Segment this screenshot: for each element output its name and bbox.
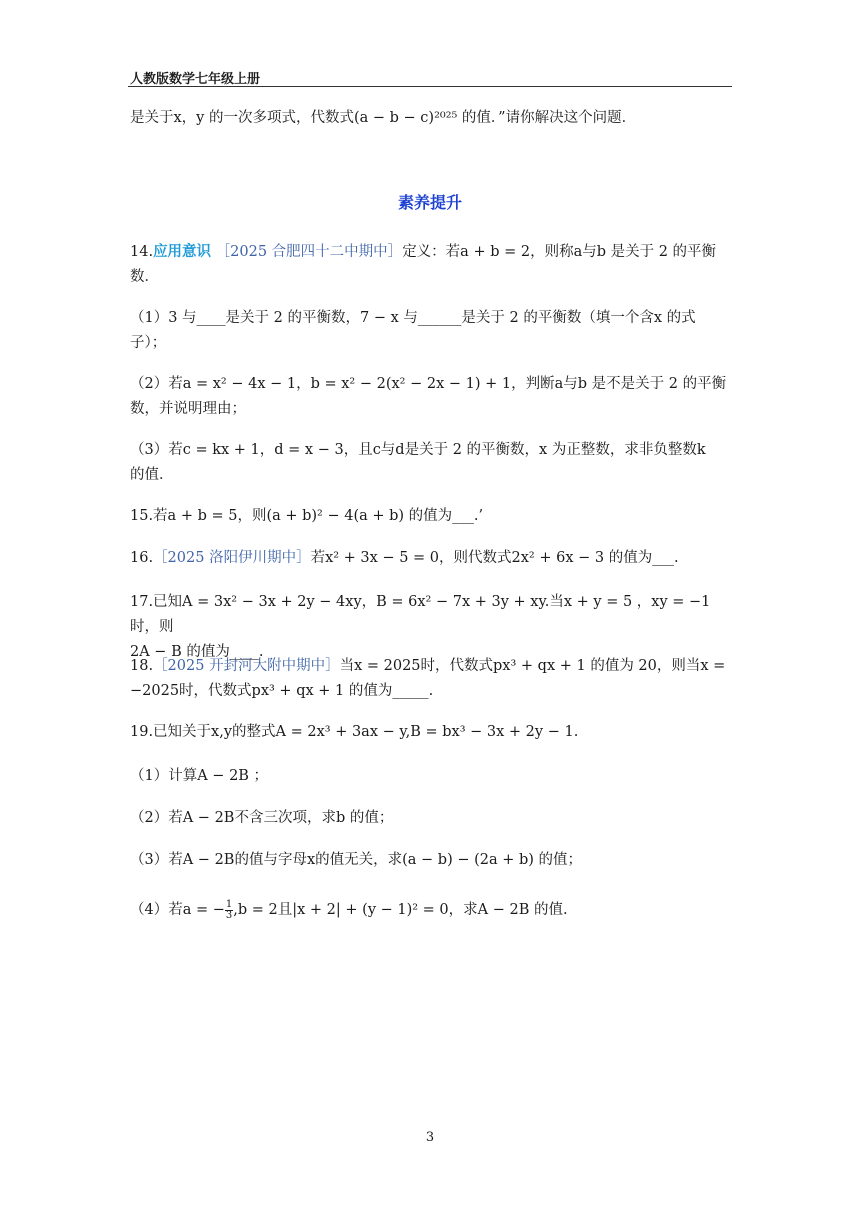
question-14-part-1-line-2: 子）； [130, 335, 167, 351]
page-header-title: 人教版数学七年级上册 [130, 72, 261, 87]
question-19-part-3: （3）若A − 2B的值与字母x的值无关，求(a − b) − (2a + b) 的值； [130, 852, 583, 868]
question-14-tag: 应用意识 [153, 244, 212, 260]
question-19-part-4 [130, 898, 732, 923]
question-18-line-2: −2025时，代数式px³ + qx + 1 的值为_____. [130, 683, 434, 699]
question-19-stem: 19.已知关于x,y的整式A = 2x³ + 3ax − y,B = bx³ − 3x + 2y − 1. [130, 724, 579, 740]
fraction-denominator: 3 [225, 909, 233, 921]
fraction-numerator: 1 [225, 898, 233, 910]
fraction-one-third [225, 900, 233, 921]
page-number: 3 [425, 1130, 435, 1145]
question-18-source: ［2025 开封河大附中期中］ [153, 658, 340, 674]
question-14 [130, 240, 732, 290]
question-16-source: ［2025 洛阳伊川期中］ [153, 550, 311, 566]
question-19-part-4-suffix: ,b = 2且|x + 2| + (y − 1)² = 0，求A − 2B 的值. [233, 902, 568, 918]
question-15: 15.若a + b = 5，则(a + b)² − 4(a + b) 的值为___.’ [130, 508, 484, 524]
question-18-number: 18. [130, 658, 154, 674]
question-14-number: 14. [130, 244, 154, 260]
question-14-stem-cont: 数． [130, 269, 159, 285]
continued-text-line: 是关于x，y 的一次多项式，代数式(a − b − c)²⁰²⁵ 的值．”请你解决这个问题． [130, 110, 637, 126]
question-14-part-2-line-1: （2）若a = x² − 4x − 1，b = x² − 2(x² − 2x − 1) + 1，判断a与b 是不是关于 2 的平衡 [130, 376, 727, 392]
question-14-part-3-line-1: （3）若c = kx + 1，d = x − 3，且c与d是关于 2 的平衡数，x 为正整数，求非负整数k [130, 442, 706, 458]
question-14-stem: 定义：若a + b = 2，则称a与b 是关于 2 的平衡 [402, 244, 717, 260]
question-19-part-2: （2）若A − 2B不含三次项，求b 的值； [130, 810, 394, 826]
question-16 [130, 546, 732, 571]
question-17-line-1: 17.已知A = 3x² − 3x + 2y − 4xy，B = 6x² − 7x + 3y + xy.当x + y = 5 ，xy = −1时，则 [130, 594, 711, 635]
question-18-line-1: 当x = 2025时，代数式px³ + qx + 1 的值为 20，则当x = [339, 658, 726, 674]
header-divider [128, 86, 732, 87]
question-17-line-2: 2A − B 的值为____. [130, 644, 264, 660]
question-14-part-3-line-2: 的值． [130, 467, 174, 483]
question-16-number: 16. [130, 550, 154, 566]
question-14-part-3 [130, 438, 732, 488]
section-title: 素养提升 [397, 193, 462, 212]
question-18 [130, 654, 732, 704]
question-14-source: ［2025 合肥四十二中期中］ [215, 244, 403, 260]
question-14-part-2-line-2: 数，并说明理由； [130, 401, 246, 417]
question-19-part-1: （1）计算A − 2B ； [130, 768, 269, 784]
question-16-text: 若x² + 3x − 5 = 0，则代数式2x² + 6x − 3 的值为___. [310, 550, 679, 566]
question-19-part-4-prefix: （4）若a = − [130, 902, 225, 918]
question-14-part-2 [130, 372, 732, 422]
question-14-part-1 [130, 306, 732, 356]
question-14-part-1-line-1: （1）3 与____是关于 2 的平衡数，7 − x 与______是关于 2 的平衡数（填一个含x 的式 [130, 310, 696, 326]
